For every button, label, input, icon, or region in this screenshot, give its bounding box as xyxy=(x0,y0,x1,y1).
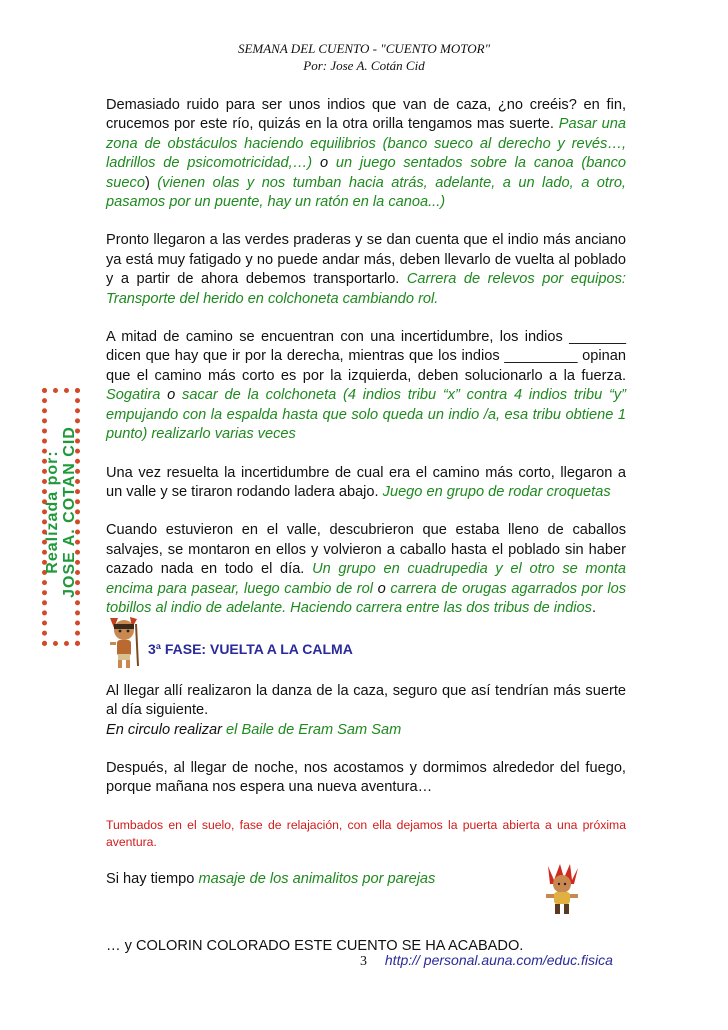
ending-text: … y COLORIN COLORADO ESTE CUENTO SE HA ACABADO. xyxy=(106,938,524,955)
story-text: Pronto llegaron a las verdes praderas y se dan cuenta que el indio más anciano ya está muy fatigado y no puede andar más, deben llevarlo de vuelta al poblado y a partir de ahora debemos transportarlo. xyxy=(106,232,626,288)
story-text: Cuando estuvieron en el valle, descubrieron que estaba lleno de caballos salvajes, se montaron en ellos y volvieron a caballo hasta el poblado sin haber cazado nada en todo el día. xyxy=(106,522,626,578)
page-number: 3 xyxy=(360,954,367,969)
activity-text: Juego en grupo de rodar croquetas xyxy=(382,483,611,500)
sidebar-line-2: JOSE A. COTAN CID xyxy=(61,426,78,598)
paragraph-prairie xyxy=(106,231,626,309)
page-footer xyxy=(360,952,613,970)
paragraph-night xyxy=(106,759,626,798)
activity-text: (vienen olas y nos tumban hacia atrás, adelante, a un lado, a otro, pasamos por un puente, hay un ratón en la canoa...) xyxy=(106,174,626,211)
paragraph-relaxation xyxy=(106,817,626,851)
activity-text: Carrera de relevos por equipos: Transporte del herido en colchoneta cambiando rol. xyxy=(106,271,626,307)
activity-text: Un grupo en cuadrupedia y el otro se monta encima para pasear, luego cambio de rol xyxy=(106,561,626,597)
story-text: Si hay tiempo xyxy=(106,870,199,887)
activity-text: sacar de la colchoneta (4 indios tribu “x” contra 4 indios tribu “y” empujando con la espalda hasta que solo queda un indio /a, esa tribu obtiene 1 punto) realizarlo varias veces xyxy=(106,387,626,443)
indian-chief-icon xyxy=(540,860,584,916)
page-header xyxy=(0,40,728,74)
header-title: SEMANA DEL CUENTO - "CUENTO MOTOR" xyxy=(237,41,491,56)
period-text: . xyxy=(591,599,597,616)
indian-boy-icon xyxy=(104,614,144,670)
story-content xyxy=(106,96,626,976)
author-sidebar xyxy=(36,382,86,652)
or-text: o xyxy=(373,580,391,597)
activity-text: carrera de orugas agarrados por los tobillos al indio de adelante. Haciendo carrera entre las dos tribus de indios xyxy=(106,580,627,616)
or-text: o xyxy=(312,155,336,172)
paragraph-dance xyxy=(106,682,626,740)
story-text: Al llegar allí realizaron la danza de la caza, seguro que así tendrían más suerte al día siguiente. xyxy=(106,682,626,719)
activity-text: Pasar una zona de obstáculos haciendo equilibrios (banco sueco al derecho y revés…, ladrillos de psicomotricidad,…) xyxy=(106,116,626,172)
paragraph-horses xyxy=(106,521,626,618)
activity-text: un juego sentados sobre la canoa (banco sueco xyxy=(106,155,626,191)
header-author: Por: Jose A. Cotán Cid xyxy=(303,58,425,73)
sidebar-line-1: Realizada por: xyxy=(44,450,61,574)
story-text: Demasiado ruido para ser unos indios que van de caza, ¿no creéis? en fin, crucemos por este río, quizás en la otra orilla tengamos mas suerte. xyxy=(106,97,626,133)
sidebar-text xyxy=(44,382,78,642)
instruction-text: En circulo realizar xyxy=(106,721,227,738)
story-text: Una vez resuelta la incertidumbre de cual era el camino más corto, llegaron a un valle y se tiraron rodando ladera abajo. xyxy=(106,464,626,500)
paren-text: ) xyxy=(144,174,150,191)
story-text: Después, al llegar de noche, nos acostamos y dormimos alrededor del fuego, porque mañana nos espera una nueva aventura… xyxy=(106,759,626,796)
footer-link[interactable]: http:// personal.auna.com/educ.fisica xyxy=(384,952,613,968)
activity-text: masaje de los animalitos por parejas xyxy=(198,870,436,887)
relaxation-text: Tumbados en el suelo, fase de relajación, con ella dejamos la puerta abierta a una próxima aventura. xyxy=(106,817,626,849)
story-text: A mitad de camino se encuentran con una incertidumbre, los indios _______ dicen que hay que ir por la derecha, mientras que los indios _________ opinan que el camino más corto es por la izquierda, deben solucionarlo a la fuerza. xyxy=(106,329,626,384)
paragraph-river xyxy=(106,96,626,212)
activity-text: Sogatira xyxy=(106,387,161,404)
paragraph-uncertainty xyxy=(106,328,626,444)
or-text: o xyxy=(160,387,183,404)
phase-heading: 3ª FASE: VUELTA A LA CALMA xyxy=(148,641,353,658)
paragraph-valley xyxy=(106,464,626,503)
activity-text: el Baile de Eram Sam Sam xyxy=(226,721,402,738)
